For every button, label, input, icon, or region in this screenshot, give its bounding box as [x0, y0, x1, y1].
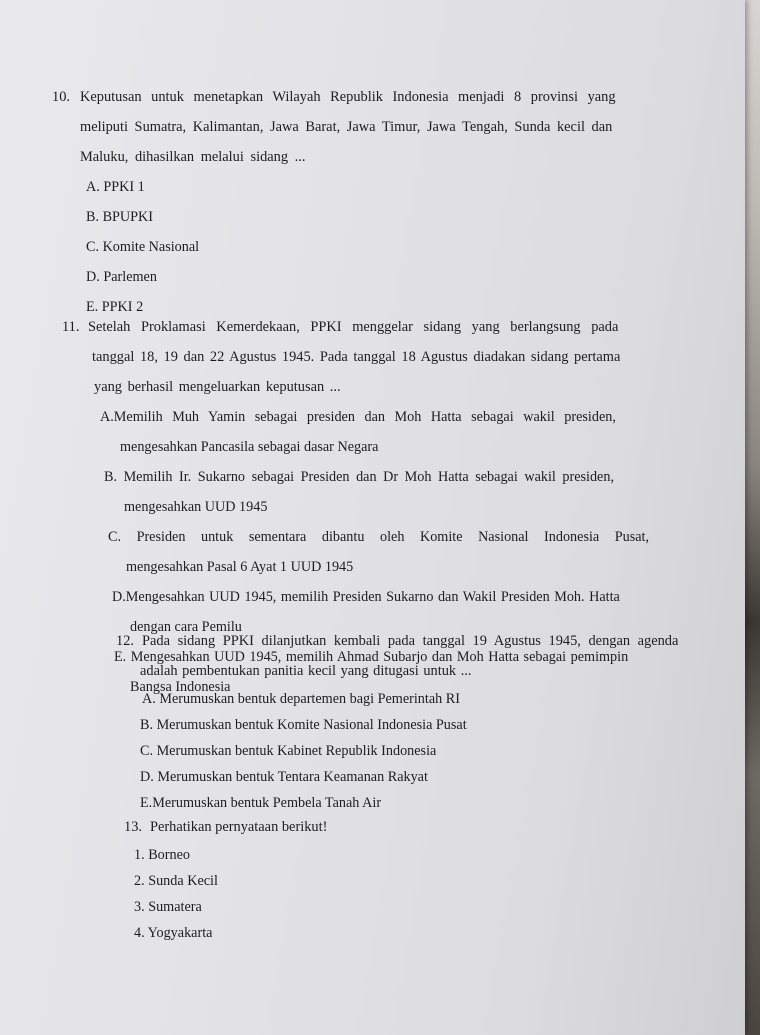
- option-text: Komite Nasional: [102, 239, 200, 255]
- question-stem-line: Pada sidang PPKI dilanjutkan kembali pada tanggal 19 Agustus 1945, dengan agenda: [142, 633, 679, 649]
- option-text: Presiden untuk sementara dibantu oleh Komite Nasional Indonesia Pusat,: [136, 529, 650, 545]
- option-letter: A.: [100, 409, 114, 425]
- option-c[interactable]: [86, 238, 199, 256]
- option-letter: D.: [86, 269, 100, 285]
- option-a[interactable]: [86, 178, 145, 196]
- option-b[interactable]: [140, 716, 467, 734]
- question-stem-line: meliputi Sumatra, Kalimantan, Jawa Barat, Jawa Timur, Jawa Tengah, Sunda kecil dan: [80, 119, 613, 135]
- stem-text: Keputusan untuk menetapkan Wilayah Republik Indonesia menjadi 8 provinsi yang: [80, 89, 616, 105]
- list-item: [134, 924, 212, 942]
- option-text-cont: dengan cara Pemilu: [130, 619, 242, 635]
- option-letter: B.: [104, 469, 118, 485]
- option-letter: E.: [86, 299, 99, 315]
- option-text: Memilih Ir. Sukarno sebagai Presiden dan Dr Moh Hatta sebagai wakil presiden,: [123, 469, 614, 485]
- option-d[interactable]: [140, 768, 428, 786]
- option-b[interactable]: [86, 208, 153, 226]
- option-letter: A.: [142, 691, 156, 707]
- option-text: Merumuskan bentuk departemen bagi Pemerintah RI: [159, 691, 460, 707]
- option-text: Mengesahkan UUD 1945, memilih Ahmad Subarjo dan Moh Hatta sebagai pemimpin: [130, 649, 629, 665]
- option-c[interactable]: [140, 742, 436, 760]
- item-number: 1.: [134, 847, 145, 863]
- option-letter: C.: [86, 239, 100, 255]
- question-stem-line: Maluku, dihasilkan melalui sidang ...: [80, 149, 306, 165]
- option-letter: B.: [86, 209, 100, 225]
- option-letter: E.: [140, 795, 153, 811]
- option-line: [108, 528, 649, 546]
- question-stem-line: [80, 88, 638, 106]
- option-text-cont: Bangsa Indonesia: [130, 679, 231, 695]
- option-text: PPKI 1: [103, 179, 145, 195]
- option-d[interactable]: [86, 268, 157, 286]
- option-line: [100, 408, 616, 426]
- item-number: 4.: [134, 925, 145, 941]
- option-letter: C.: [140, 743, 154, 759]
- list-item: [134, 898, 202, 916]
- option-text: Merumuskan bentuk Komite Nasional Indonesia Pusat: [156, 717, 467, 733]
- option-letter: D.: [112, 589, 126, 605]
- item-number: 2.: [134, 873, 145, 889]
- question-number: 13.: [124, 819, 142, 835]
- option-letter: C.: [108, 529, 122, 545]
- question-stem-line: adalah pembentukan panitia kecil yang ditugasi untuk ...: [140, 663, 472, 679]
- list-item: [134, 846, 190, 864]
- option-text: Mengesahkan UUD 1945, memilih Presiden Sukarno dan Wakil Presiden Moh. Hatta: [125, 589, 620, 605]
- option-letter: D.: [140, 769, 154, 785]
- option-text-cont: mengesahkan Pasal 6 Ayat 1 UUD 1945: [126, 559, 354, 575]
- item-number: 3.: [134, 899, 145, 915]
- item-text: Borneo: [148, 847, 190, 863]
- option-text: PPKI 2: [101, 299, 144, 315]
- option-letter: B.: [140, 717, 154, 733]
- option-text: Merumuskan bentuk Kabinet Republik Indonesia: [156, 743, 437, 759]
- option-e[interactable]: [140, 794, 381, 812]
- question-stem-line: yang berhasil mengeluarkan keputusan ...: [94, 379, 341, 395]
- option-letter: A.: [86, 179, 100, 195]
- question-stem-line: Perhatikan pernyataan berikut!: [150, 819, 328, 835]
- item-text: Yogyakarta: [147, 925, 213, 941]
- question-number: 10.: [52, 89, 70, 105]
- question-stem-line: Setelah Proklamasi Kemerdekaan, PPKI menggelar sidang yang berlangsung pada: [88, 319, 619, 335]
- option-letter: E.: [114, 649, 127, 665]
- question-stem-line: tanggal 18, 19 dan 22 Agustus 1945. Pada tanggal 18 Agustus diadakan sidang pertama: [92, 349, 621, 365]
- option-text-cont: mengesahkan UUD 1945: [124, 499, 268, 515]
- option-text: Parlemen: [103, 269, 157, 285]
- option-text: Merumuskan bentuk Pembela Tanah Air: [152, 795, 382, 811]
- question-number: 11.: [62, 319, 80, 335]
- option-line: [104, 468, 614, 486]
- option-line: [112, 588, 620, 606]
- item-text: Sumatera: [148, 899, 202, 915]
- option-text-cont: mengesahkan Pancasila sebagai dasar Negara: [120, 439, 379, 455]
- question-number: 12.: [116, 633, 134, 649]
- option-text: BPUPKI: [102, 209, 154, 225]
- option-a[interactable]: [142, 690, 460, 708]
- option-text: Merumuskan bentuk Tentara Keamanan Rakyat: [157, 769, 428, 785]
- option-e[interactable]: [86, 298, 143, 316]
- option-text: Memilih Muh Yamin sebagai presiden dan Moh Hatta sebagai wakil presiden,: [113, 409, 616, 425]
- list-item: [134, 872, 218, 890]
- item-text: Sunda Kecil: [148, 873, 218, 889]
